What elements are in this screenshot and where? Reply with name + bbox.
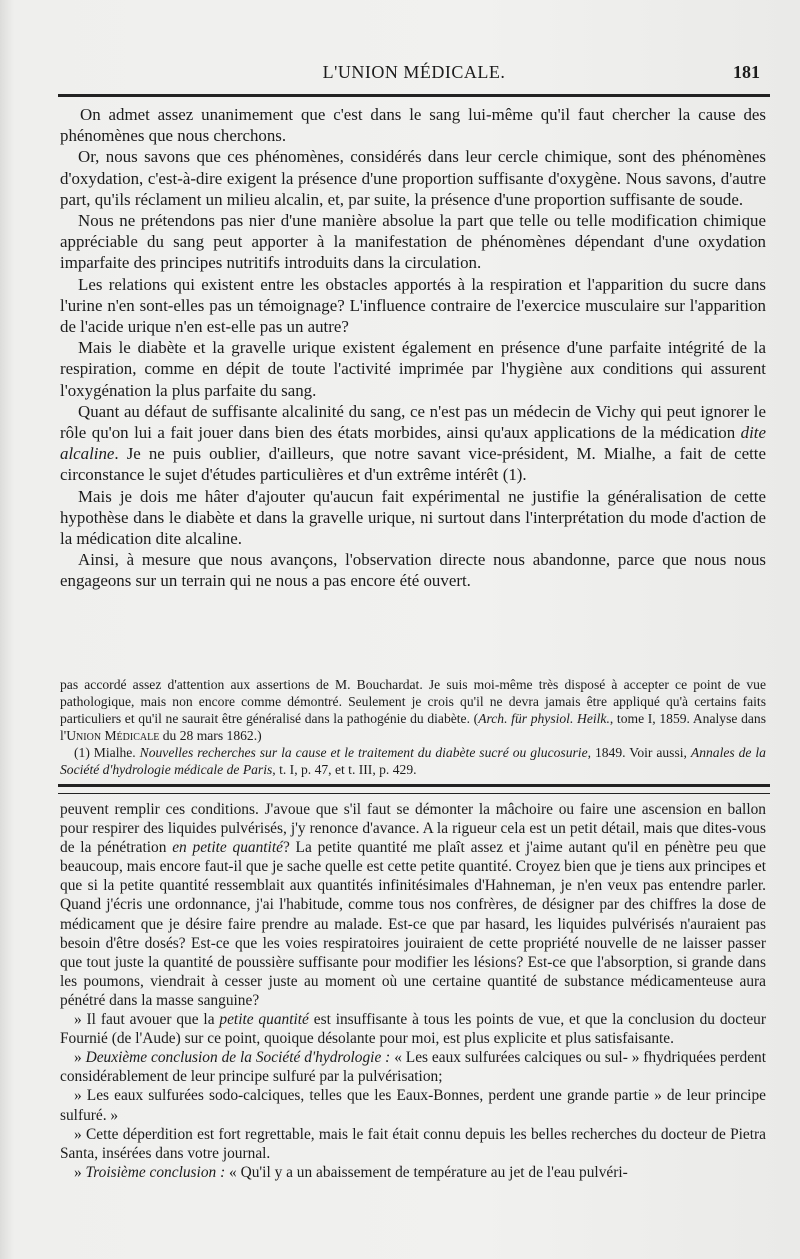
text-run: du 28 mars 1862.) bbox=[159, 728, 262, 743]
footnote-continuation bbox=[60, 676, 766, 744]
text-run: « Qu'il y a un abaissement de température au jet de l'eau pulvéri- bbox=[225, 1163, 628, 1181]
text-run: « Les eaux sulfurées calciques ou sul- » fhydriquées perdent considérablement de leur principe sulfuré par la pulvérisation; bbox=[60, 1049, 766, 1086]
text-run: est insuffisante à tous les points de vue, et que la conclusion du docteur Fournié (de l'Aude) sur ce point, quoique désolante pour moi, est plus explicite et plus satisfaisante. bbox=[60, 1011, 767, 1048]
italic-text: Nouvelles recherches sur la cause et le traitement du diabète sucré ou glucosurie bbox=[139, 745, 588, 760]
paragraph: Or, nous savons que ces phénomènes, considérés dans leur cercle chimique, sont des phénomènes d'oxydation, c'est-à-dire exigent la présence d'une proportion suffisante d'oxygène. Nous savons, d'autre part, qu'ils réclament un milieu alcalin, et, par suite, la présence d'une proportion suffisante de soude. bbox=[60, 147, 766, 209]
page-number: 181 bbox=[733, 62, 760, 82]
text-run: peuvent remplir ces conditions. J'avoue que s'il faut se démonter la mâchoire ou faire une ascension en ballon pour respirer des liquides pulvérisés, j'y renonce d'avance. A la rigueur cela est un petit détail, mais que dites-vous de la pénétration bbox=[60, 801, 766, 857]
paragraph: On admet assez unanimement que c'est dans le sang lui-même qu'il faut chercher la cause des phénomènes que nous cherchons. bbox=[60, 105, 766, 146]
text-run: , t. I, p. 47, et t. III, p. 429. bbox=[272, 762, 417, 777]
text-run: » bbox=[74, 1163, 86, 1181]
paragraph bbox=[60, 1163, 766, 1182]
italic-text: petite quantité bbox=[219, 1011, 309, 1029]
text-run: , tome I, 1859. Analyse dans l' bbox=[60, 711, 766, 743]
paragraph: Ainsi, à mesure que nous avançons, l'observation directe nous abandonne, parce que nous nous engageons sur un terrain qui ne nous a pas encore été ouvert. bbox=[60, 550, 766, 591]
footnote-1 bbox=[60, 744, 766, 778]
text-run: . Je ne puis oublier, d'ailleurs, que notre savant vice-président, M. Mialhe, a fait de cette circonstance le sujet d'études particulières et d'un extrême intérêt (1). bbox=[60, 444, 766, 485]
text-run: , 1849. Voir aussi, bbox=[587, 745, 691, 760]
paragraph bbox=[60, 401, 766, 486]
text-run: Quant au défaut de suffisante alcalinité du sang, ce n'est pas un médecin de Vichy qui peut ignorer le rôle qu'on lui a fait jouer dans bien des états morbides, ainsi qu'aux applications de la médication bbox=[60, 401, 766, 443]
text-run: » bbox=[74, 1049, 86, 1067]
paragraph: Nous ne prétendons pas nier d'une manière absolue la part que telle ou telle modification chimique appréciable du sang peut apporter à la manifestation de phénomènes dépendant d'une oxydation imparfaite des principes nutritifs introduits dans la circulation. bbox=[60, 211, 766, 273]
footnotes bbox=[60, 676, 766, 778]
page-header bbox=[60, 60, 768, 88]
running-title: L'UNION MÉDICALE. bbox=[322, 62, 506, 82]
paragraph: Mais je dois me hâter d'ajouter qu'aucun fait expérimental ne justifie la généralisation de cette hypothèse dans le diabète et dans la gravelle urique, ni surtout dans l'interprétation du mode d'action de la médication dite alcaline. bbox=[60, 486, 766, 549]
paragraph: » Les eaux sulfurées sodo-calciques, telles que les Eaux-Bonnes, perdent une grande partie » de leur principe sulfuré. » bbox=[60, 1087, 766, 1124]
italic-text: Annales de la Société d'hydrologie médicale de Paris bbox=[60, 745, 766, 777]
paragraph bbox=[60, 1048, 766, 1086]
paragraph bbox=[60, 800, 766, 1010]
paragraph bbox=[60, 1010, 766, 1048]
correspondence-body bbox=[60, 800, 766, 1182]
italic-text: Arch. für physiol. Heilk. bbox=[478, 711, 610, 726]
small-caps-text: Union Médicale bbox=[66, 728, 160, 743]
italic-text: Troisième conclusion : bbox=[85, 1163, 226, 1181]
paragraph: » Cette déperdition est fort regrettable, mais le fait était connu depuis les belles recherches du docteur de Pietra Santa, insérées dans votre journal. bbox=[60, 1125, 766, 1162]
article-body bbox=[60, 104, 766, 592]
header-rule bbox=[58, 94, 770, 97]
section-divider bbox=[58, 784, 770, 794]
text-run: » Il faut avouer que la bbox=[74, 1011, 220, 1029]
italic-text: dite alcaline bbox=[60, 423, 766, 464]
text-run: (1) Mialhe. bbox=[74, 745, 140, 760]
italic-text: en petite quantité bbox=[172, 839, 283, 857]
paragraph: Les relations qui existent entre les obstacles apportés à la respiration et l'apparition du sucre dans l'urine n'en sont-elles pas un témoignage? L'influence contraire de l'exercice musculaire sur l'apparition de l'acide urique n'en est-elle pas un autre? bbox=[60, 274, 766, 337]
text-run: pas accordé assez d'attention aux assertions de M. Bouchardat. Je suis moi-même très disposé à accepter ce point de vue pathologique, mais non encore comme démontré. Seulement je crois qu'il ne devra jamais être appliqué qu'à certains faits particuliers et qu'il ne saurait être généralisé dans la pathogénie du diabète. ( bbox=[60, 677, 766, 726]
italic-text: Deuxième conclusion de la Société d'hydrologie : bbox=[85, 1049, 391, 1067]
paragraph: Mais le diabète et la gravelle urique existent également en présence d'une parfaite intégrité de la respiration, comme en dépit de toute l'activité imprimée par l'hygiène aux conditions qui assurent l'oxygénation la plus parfaite du sang. bbox=[60, 338, 766, 400]
text-run: ? La petite quantité me plaît assez et j'aime autant qu'il en pénètre peu que beaucoup, mais encore faut-il que je sache quelle est cette petite quantité. Croyez bien que je tiens aux principes et que si la petite quantité ressemblait aux quantités infinitésimales d'Hahneman, je n'en veux pas entendre parler. Quand j'écris une ordonnance, j'ai l'habitude, comme tous nos confrères, de désigner par des chiffres la dose de médicament que je désire faire prendre au malade. Est-ce que par hasard, les liquides pulvérisés n'auraient pas besoin d'être dosés? Est-ce que les voies respiratoires jouiraient de cette propriété nouvelle de ne laisser passer que tout juste la quantité de poussière suffisante pour modifier les lésions? Est-ce que l'absorption, si grande dans les poumons, viendrait à cesser juste au moment où une certaine quantité de substance médicamenteuse aura pénétré dans la masse sanguine? bbox=[60, 839, 766, 1009]
